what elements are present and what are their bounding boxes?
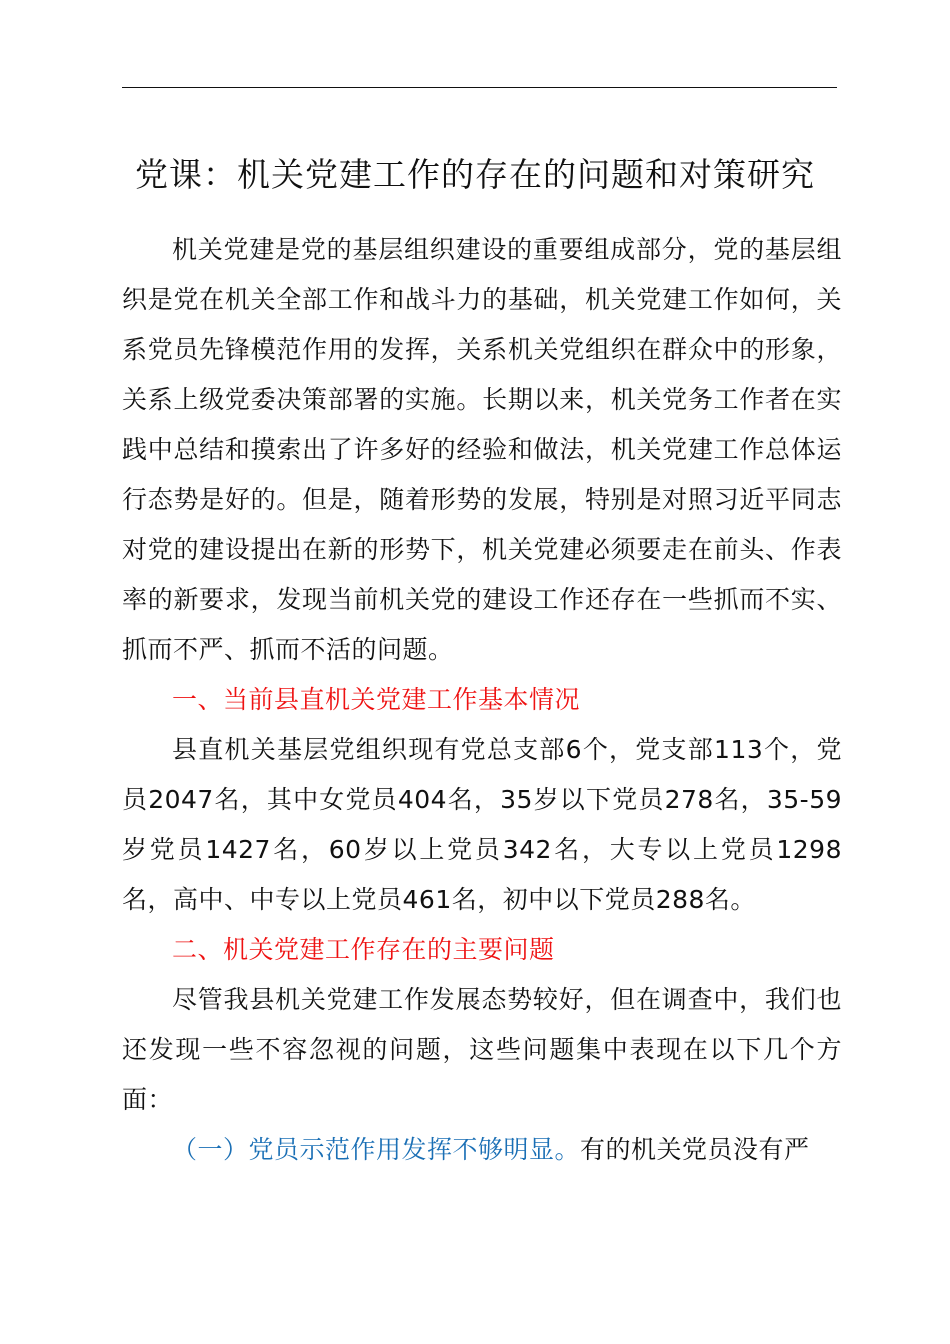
section-heading-2: 二、机关党建工作存在的主要问题 <box>172 935 555 964</box>
section-heading-1: 一、当前县直机关党建工作基本情况 <box>172 685 581 714</box>
subsection-heading: （一）党员示范作用发挥不够明显。 <box>172 1135 581 1164</box>
document-body <box>122 225 842 1175</box>
subsection-paragraph <box>122 1125 842 1175</box>
header-rule <box>122 87 837 88</box>
document-title: 党课：机关党建工作的存在的问题和对策研究 <box>135 155 815 194</box>
problems-intro-paragraph: 尽管我县机关党建工作发展态势较好，但在调查中，我们也还发现一些不容忽视的问题，这些问题集中表现在以下几个方面： <box>122 985 842 1114</box>
statistics-paragraph: 县直机关基层党组织现有党总支部6个，党支部113个，党员2047名，其中女党员404名，35岁以下党员278名，35-59岁党员1427名，60岁以上党员342名，大专以上党员1298名，高中、中专以上党员461名，初中以下党员288名。 <box>122 735 842 914</box>
intro-paragraph: 机关党建是党的基层组织建设的重要组成部分，党的基层组织是党在机关全部工作和战斗力的基础，机关党建工作如何，关系党员先锋模范作用的发挥，关系机关党组织在群众中的形象，关系上级党委决策部署的实施。长期以来，机关党务工作者在实践中总结和摸索出了许多好的经验和做法，机关党建工作总体运行态势是好的。但是，随着形势的发展，特别是对照习近平同志对党的建设提出在新的形势下，机关党建必须要走在前头、作表率的新要求，发现当前机关党的建设工作还存在一些抓而不实、抓而不严、抓而不活的问题。 <box>122 235 842 664</box>
subsection-text: 有的机关党员没有严 <box>580 1135 810 1164</box>
